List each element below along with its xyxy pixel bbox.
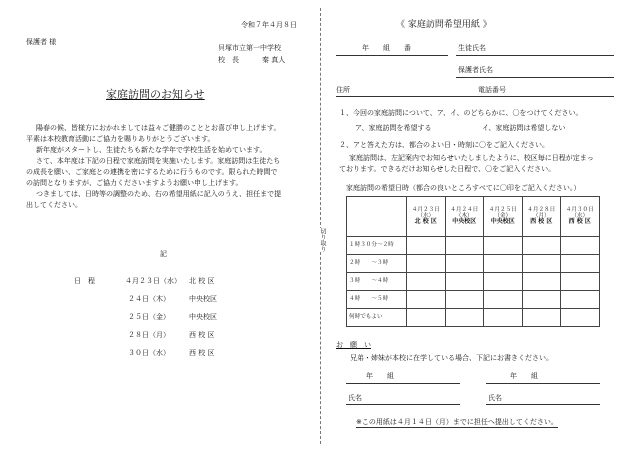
table-cell[interactable] — [407, 273, 446, 291]
address-phone-field[interactable] — [336, 96, 614, 97]
table-row — [347, 255, 600, 273]
time-slot-label: ４時 ～５時 — [347, 291, 407, 309]
body-line: 陽春の候、皆様方におかれましては益々ご健勝のこととお喜び申し上げます。 — [36, 124, 281, 132]
table-cell[interactable] — [484, 291, 523, 309]
table-cell[interactable] — [484, 273, 523, 291]
sibling-name-field[interactable] — [346, 404, 460, 405]
schedule-date: ４月２３日（水） — [125, 277, 181, 285]
table-day-header: ４月３０日 （水） 西 校 区 — [561, 197, 600, 237]
school-name: 貝塚市立第一中学校 — [218, 44, 281, 52]
phone-label: 電話番号 — [478, 86, 506, 94]
grade-field[interactable] — [336, 55, 448, 56]
table-cell[interactable] — [407, 291, 446, 309]
schedule-table — [346, 196, 600, 327]
table-cell[interactable] — [484, 237, 523, 255]
question-1: １、今回の家庭訪問について、ア、イ、のどちらかに、〇をつけてください。 — [339, 109, 583, 117]
cut-line — [320, 8, 321, 444]
cut-label: 切り取り — [315, 228, 325, 252]
guardian-name-label: 保護者氏名 — [458, 66, 493, 74]
body-line: の成長を願い、ご家庭との連携を密にするために行うものです。限られた時間で — [26, 168, 278, 176]
table-cell[interactable] — [445, 291, 484, 309]
time-slot-label: ２時 ～３時 — [347, 255, 407, 273]
option-b[interactable]: イ、家庭訪問は希望しない — [482, 124, 566, 132]
notice-title: 家庭訪問のお知らせ — [106, 88, 205, 101]
table-cell[interactable] — [561, 255, 600, 273]
table-row — [347, 309, 600, 327]
table-cell[interactable] — [445, 273, 484, 291]
student-name-field[interactable] — [456, 55, 614, 56]
sibling-name-label: 氏名 — [488, 394, 502, 402]
principal-title: 校 長 — [218, 56, 239, 64]
sibling-grade-label: 年 組 — [366, 372, 394, 380]
table-cell[interactable] — [407, 237, 446, 255]
ki-label: 記 — [160, 250, 167, 258]
table-day-header: ４月２３日 （水） 北 校 区 — [407, 197, 446, 237]
time-slot-label: ３時 ～４時 — [347, 273, 407, 291]
table-caption: 家庭訪問の希望日時（都合の良いところすべてに〇印をご記入ください。） — [346, 184, 581, 192]
table-day-header: ４月２８日 （月） 西 校 区 — [522, 197, 561, 237]
table-day-header: ４月２４日 （木） 中央校区 — [445, 197, 484, 237]
schedule-date: ２５日（金） — [128, 313, 170, 321]
schedule-area: 北 校 区 — [189, 277, 215, 285]
table-row — [347, 237, 600, 255]
sibling-grade-field[interactable] — [346, 383, 460, 384]
table-cell[interactable] — [522, 237, 561, 255]
sibling-name-field[interactable] — [486, 404, 600, 405]
table-cell[interactable] — [522, 309, 561, 327]
table-cell[interactable] — [522, 291, 561, 309]
table-cell[interactable] — [522, 255, 561, 273]
form-title: 《 家庭訪問希望用紙 》 — [396, 20, 492, 30]
table-cell[interactable] — [484, 255, 523, 273]
body-line: 平素は本校教育活動にご協力を賜りありがとうございます。 — [26, 135, 215, 143]
schedule-area: 西 校 区 — [189, 331, 215, 339]
body-line: つきましては、日時等の調整のため、右の希望用紙に記入のうえ、担任まで提 — [36, 190, 282, 198]
table-day-header: ４月２５日 （金） 中央校区 — [484, 197, 523, 237]
principal-name: 秦 真人 — [262, 56, 286, 64]
sibling-grade-label: 年 組 — [510, 372, 538, 380]
schedule-date: ２４日（木） — [128, 295, 170, 303]
body-line: 出してください。 — [26, 201, 82, 209]
request-title: お 願 い — [336, 341, 371, 349]
body-line: の訪問となりますが、ご協力くださいますようお願い申し上げます。 — [26, 179, 243, 187]
table-row — [347, 291, 600, 309]
schedule-area: 中央校区 — [189, 313, 217, 321]
address-label: 住所 — [336, 86, 350, 94]
table-cell[interactable] — [445, 309, 484, 327]
notice-date: 令和７年４月８日 — [241, 21, 297, 29]
schedule-label: 日 程 — [74, 277, 95, 285]
body-line: 新年度がスタートし、生徒たちも新たな学年で学校生活を始めています。 — [36, 146, 267, 154]
time-slot-label: 何時でもよい — [347, 309, 407, 327]
table-cell[interactable] — [561, 237, 600, 255]
table-cell[interactable] — [484, 309, 523, 327]
option-a[interactable]: ア、家庭訪問を希望する — [355, 124, 432, 132]
deadline-note: ※この用紙は４月１４日（月）までに担任へ提出してください。 — [356, 418, 558, 426]
grade-label: 年 組 番 — [362, 44, 411, 52]
schedule-area: 西 校 区 — [189, 349, 215, 357]
sibling-name-label: 氏名 — [348, 394, 362, 402]
table-cell[interactable] — [522, 273, 561, 291]
time-slot-label: １時３０分～２時 — [347, 237, 407, 255]
table-cell[interactable] — [407, 309, 446, 327]
table-cell[interactable] — [445, 237, 484, 255]
schedule-area: 中央校区 — [189, 295, 217, 303]
table-cell[interactable] — [561, 273, 600, 291]
question-2: ２、アと答えた方は、都合のよい日・時刻に〇をご記入ください。 — [339, 141, 549, 149]
schedule-date: ３０日（水） — [128, 349, 170, 357]
request-text: 兄弟・姉妹が本校に在学している場合、下記にお書きください。 — [350, 354, 553, 362]
body-line: さて、本年度は下記の日程で家庭訪問を実施いたします。家庭訪問は生徒たち — [36, 157, 281, 165]
question-2-note: 家庭訪問は、左記案内でお知らせいたしましたように、校区毎に日程が定まっ — [349, 154, 594, 162]
table-cell[interactable] — [561, 309, 600, 327]
addressee: 保護者 様 — [26, 38, 57, 46]
schedule-date: ２８日（月） — [128, 331, 170, 339]
sibling-grade-field[interactable] — [486, 383, 600, 384]
table-cell[interactable] — [407, 255, 446, 273]
student-name-label: 生徒氏名 — [458, 44, 486, 52]
table-row — [347, 273, 600, 291]
table-cell[interactable] — [445, 255, 484, 273]
table-cell[interactable] — [561, 291, 600, 309]
table-header-row — [347, 197, 600, 237]
question-2-note: ております。できるだけお知らせした日程で、〇をご記入ください。 — [339, 165, 556, 173]
guardian-name-field[interactable] — [456, 77, 614, 78]
table-corner — [347, 197, 407, 237]
